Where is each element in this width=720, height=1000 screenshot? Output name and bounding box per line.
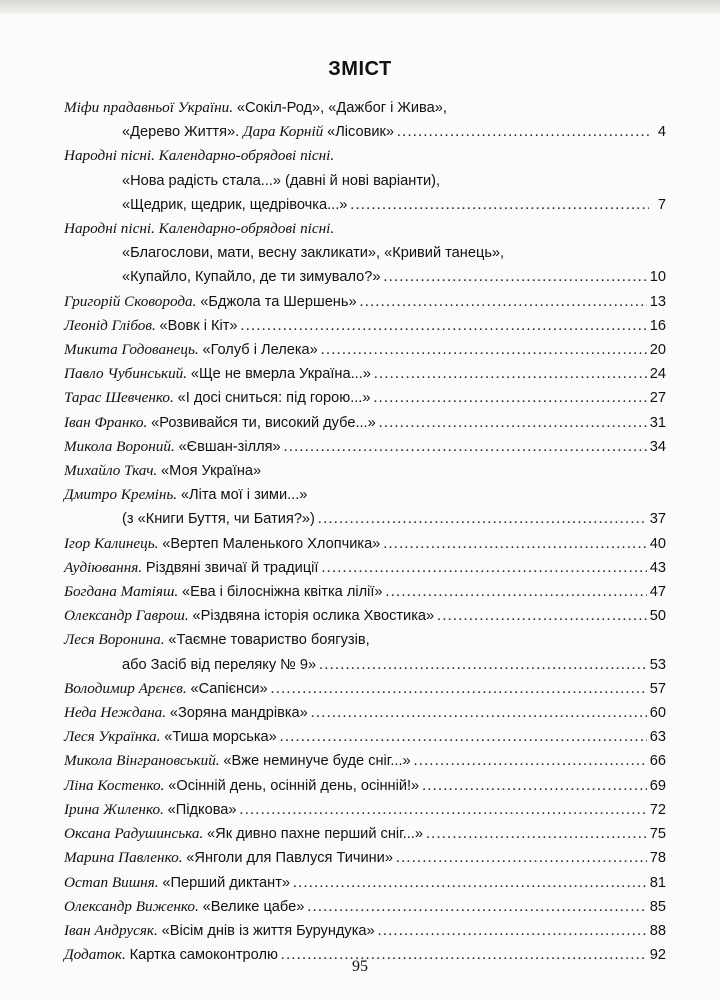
entry-page: 50 — [649, 608, 666, 625]
entry-page: 88 — [649, 922, 666, 939]
entry-work: Різдвяні звичаї й традиції — [145, 559, 319, 576]
entry-work: «Розвивайся ти, високий дубе...» — [151, 414, 376, 431]
toc-entry[interactable] — [64, 144, 666, 217]
entry-page: 40 — [649, 535, 666, 552]
entry-work: «Вовк і Кіт» — [159, 317, 238, 334]
dot-leader — [426, 822, 647, 846]
entry-author: Тарас Шевченко. — [64, 389, 174, 407]
entry-author: Дмитро Кремінь. — [64, 486, 178, 504]
scan-top-edge — [0, 0, 720, 14]
entry-work-line: «Лісовик» — [327, 124, 394, 141]
entry-page: 4 — [657, 124, 666, 141]
dot-leader — [360, 290, 647, 314]
toc-entry[interactable] — [64, 290, 666, 314]
entry-page: 57 — [649, 680, 666, 697]
dot-leader — [241, 314, 647, 338]
entry-page: 53 — [649, 656, 666, 673]
entry-work: «Вісім днів із життя Бурундука» — [161, 922, 375, 939]
entry-work: «Велике цабе» — [202, 898, 305, 915]
toc-entry[interactable] — [64, 846, 666, 870]
entry-page: 92 — [649, 947, 666, 964]
entry-page: 81 — [649, 874, 666, 891]
entry-page: 78 — [649, 850, 666, 867]
toc-entry[interactable] — [64, 749, 666, 773]
toc-entry[interactable] — [64, 483, 666, 531]
entry-page: 60 — [649, 705, 666, 722]
toc-entry[interactable] — [64, 96, 666, 144]
dot-leader — [437, 604, 647, 628]
entry-author: Олександр Гаврош. — [64, 607, 189, 625]
toc-entry[interactable] — [64, 628, 666, 676]
entry-author: Аудіювання. — [64, 558, 143, 576]
entry-author: Микита Годованець. — [64, 341, 199, 359]
dot-leader — [321, 338, 647, 362]
entry-work: «Сокіл-Род», «Дажбог і Жива», — [236, 100, 447, 116]
toc-entry[interactable] — [64, 459, 666, 483]
entry-page: 24 — [649, 366, 666, 383]
entry-author: Микола Вороний. — [64, 437, 175, 455]
dot-leader — [318, 507, 647, 531]
dot-leader — [311, 701, 647, 725]
entry-work: «Тиша морська» — [164, 729, 277, 746]
dot-leader — [422, 774, 647, 798]
entry-author: Оксана Радушинська. — [64, 825, 204, 843]
dot-leader — [379, 411, 647, 435]
dot-leader — [414, 749, 647, 773]
toc-entry[interactable] — [64, 556, 666, 580]
entry-work: «Євшан-зілля» — [178, 438, 281, 455]
toc-entry[interactable] — [64, 822, 666, 846]
entry-author: Ірина Жиленко. — [64, 800, 164, 818]
toc-entry[interactable] — [64, 677, 666, 701]
dot-leader — [374, 362, 647, 386]
entry-author: Народні пісні. Календарно-обрядові пісні. — [64, 147, 335, 165]
entry-author: Богдана Матіяш. — [64, 583, 179, 601]
dot-leader — [396, 846, 647, 870]
entry-author: Міфи прадавньої України. — [64, 99, 234, 116]
entry-work-line: «Благослови, мати, весну закликати», «Кривий танець», — [122, 245, 505, 262]
dot-leader — [350, 193, 649, 217]
entry-work: «І досі сниться: під горою...» — [177, 390, 371, 407]
entry-page: 34 — [649, 438, 666, 455]
toc-entry[interactable] — [64, 338, 666, 362]
toc-entry[interactable] — [64, 725, 666, 749]
dot-leader — [307, 895, 646, 919]
entry-page: 72 — [649, 801, 666, 818]
entry-page: 47 — [649, 584, 666, 601]
entry-author: Ліна Костенко. — [64, 776, 165, 794]
entry-work: «Як дивно пахне перший сніг...» — [207, 826, 423, 843]
entry-author: Михайло Ткач. — [64, 462, 158, 480]
toc-entry[interactable] — [64, 604, 666, 628]
entry-author-secondary: Дара Корній — [242, 123, 324, 141]
entry-page: 43 — [649, 559, 666, 576]
entry-work: «Бджола та Шершень» — [200, 293, 357, 310]
entry-author: Леонід Глібов. — [64, 316, 156, 334]
toc-entry[interactable] — [64, 362, 666, 386]
dot-leader — [384, 265, 647, 289]
entry-author: Володимир Арєнєв. — [64, 679, 187, 697]
entry-work: «Сапієнси» — [190, 680, 268, 697]
entry-page: 75 — [649, 826, 666, 843]
dot-leader — [284, 435, 647, 459]
dot-leader — [397, 120, 649, 144]
entry-page: 20 — [649, 342, 666, 359]
entry-work: «Підкова» — [167, 801, 237, 818]
entry-work-line: «Щедрик, щедрик, щедрівочка...» — [122, 196, 348, 213]
dot-leader — [240, 798, 647, 822]
entry-work-line: «Дерево Життя». — [122, 124, 240, 141]
dot-leader — [378, 919, 647, 943]
entry-author: Павло Чубинський. — [64, 365, 188, 383]
dot-leader — [271, 677, 647, 701]
entry-work: «Осінній день, осінній день, осінній!» — [168, 777, 420, 794]
entry-author: Неда Неждана. — [64, 704, 167, 722]
entry-work: «Таємне товариство боягузів, — [168, 632, 370, 649]
toc-entry[interactable] — [64, 386, 666, 410]
entry-work: «Літа мої і зими...» — [180, 487, 308, 504]
entry-author: Ігор Калинець. — [64, 534, 159, 552]
dot-leader — [280, 725, 647, 749]
entry-author: Леся Українка. — [64, 728, 161, 746]
page-number: 95 — [352, 958, 368, 975]
toc-entry[interactable] — [64, 774, 666, 798]
entry-page: 13 — [649, 293, 666, 310]
entry-page: 85 — [649, 898, 666, 915]
toc-entry[interactable] — [64, 871, 666, 895]
dot-leader — [321, 556, 646, 580]
toc-entry[interactable] — [64, 798, 666, 822]
toc-entry[interactable] — [64, 919, 666, 943]
toc-entry[interactable] — [64, 314, 666, 338]
entry-author: Остап Вишня. — [64, 873, 159, 891]
toc-entry[interactable] — [64, 701, 666, 725]
entry-author: Микола Вінграновський. — [64, 752, 220, 770]
entry-work: «Янголи для Павлуся Тичини» — [186, 850, 393, 867]
entry-author: Олександр Виженко. — [64, 897, 199, 915]
entry-work-line: або Засіб від переляку № 9» — [122, 656, 317, 673]
dot-leader — [319, 653, 647, 677]
entry-author: Леся Воронина. — [64, 631, 165, 649]
entry-work-line: (з «Книги Буття, чи Батия?») — [122, 511, 315, 528]
toc-entry[interactable] — [64, 217, 666, 290]
entry-work-line: «Купайло, Купайло, де ти зимувало?» — [122, 269, 381, 286]
entry-work: «Ева і білосніжна квітка лілії» — [182, 584, 383, 601]
entry-author: Народні пісні. Календарно-обрядові пісні. — [64, 220, 335, 238]
dot-leader — [383, 532, 646, 556]
entry-author: Марина Павленко. — [64, 849, 183, 867]
page-title: ЗМІСТ — [328, 58, 392, 80]
toc-entry[interactable] — [64, 411, 666, 435]
entry-page: 37 — [649, 511, 666, 528]
entry-page: 16 — [649, 317, 666, 334]
entry-work-line: «Нова радість стала...» (давні й нові варіанти), — [122, 172, 441, 189]
entry-author: Іван Франко. — [64, 413, 148, 431]
entry-author: Григорій Сковорода. — [64, 292, 197, 310]
entry-author: Іван Андрусяк. — [64, 921, 158, 939]
entry-work: «Ще не вмерла Україна...» — [190, 366, 371, 383]
toc-entry[interactable] — [64, 435, 666, 459]
entry-page: 27 — [649, 390, 666, 407]
entry-work: «Вже неминуче буде сніг...» — [223, 753, 411, 770]
entry-page: 66 — [649, 753, 666, 770]
toc-entry[interactable] — [64, 895, 666, 919]
toc-entry[interactable] — [64, 580, 666, 604]
dot-leader — [386, 580, 647, 604]
entry-work: «Вертеп Маленького Хлопчика» — [162, 535, 381, 552]
entry-work: «Голуб і Лелека» — [202, 342, 318, 359]
toc-entry[interactable] — [64, 532, 666, 556]
entry-author: Додаток. — [64, 946, 126, 964]
entry-page: 7 — [657, 196, 666, 213]
dot-leader — [293, 871, 647, 895]
entry-page: 63 — [649, 729, 666, 746]
dot-leader — [373, 386, 646, 410]
entry-page: 10 — [649, 269, 666, 286]
entry-work: «Моя Україна» — [161, 463, 262, 480]
entry-work: «Перший диктант» — [162, 874, 290, 891]
entry-page: 69 — [649, 777, 666, 794]
table-of-contents — [64, 96, 666, 967]
entry-work: «Різдвяна історія ослика Хвостика» — [192, 608, 435, 625]
entry-work: «Зоряна мандрівка» — [169, 705, 308, 722]
entry-page: 31 — [649, 414, 666, 431]
entry-work: Картка самоконтролю — [129, 947, 278, 964]
